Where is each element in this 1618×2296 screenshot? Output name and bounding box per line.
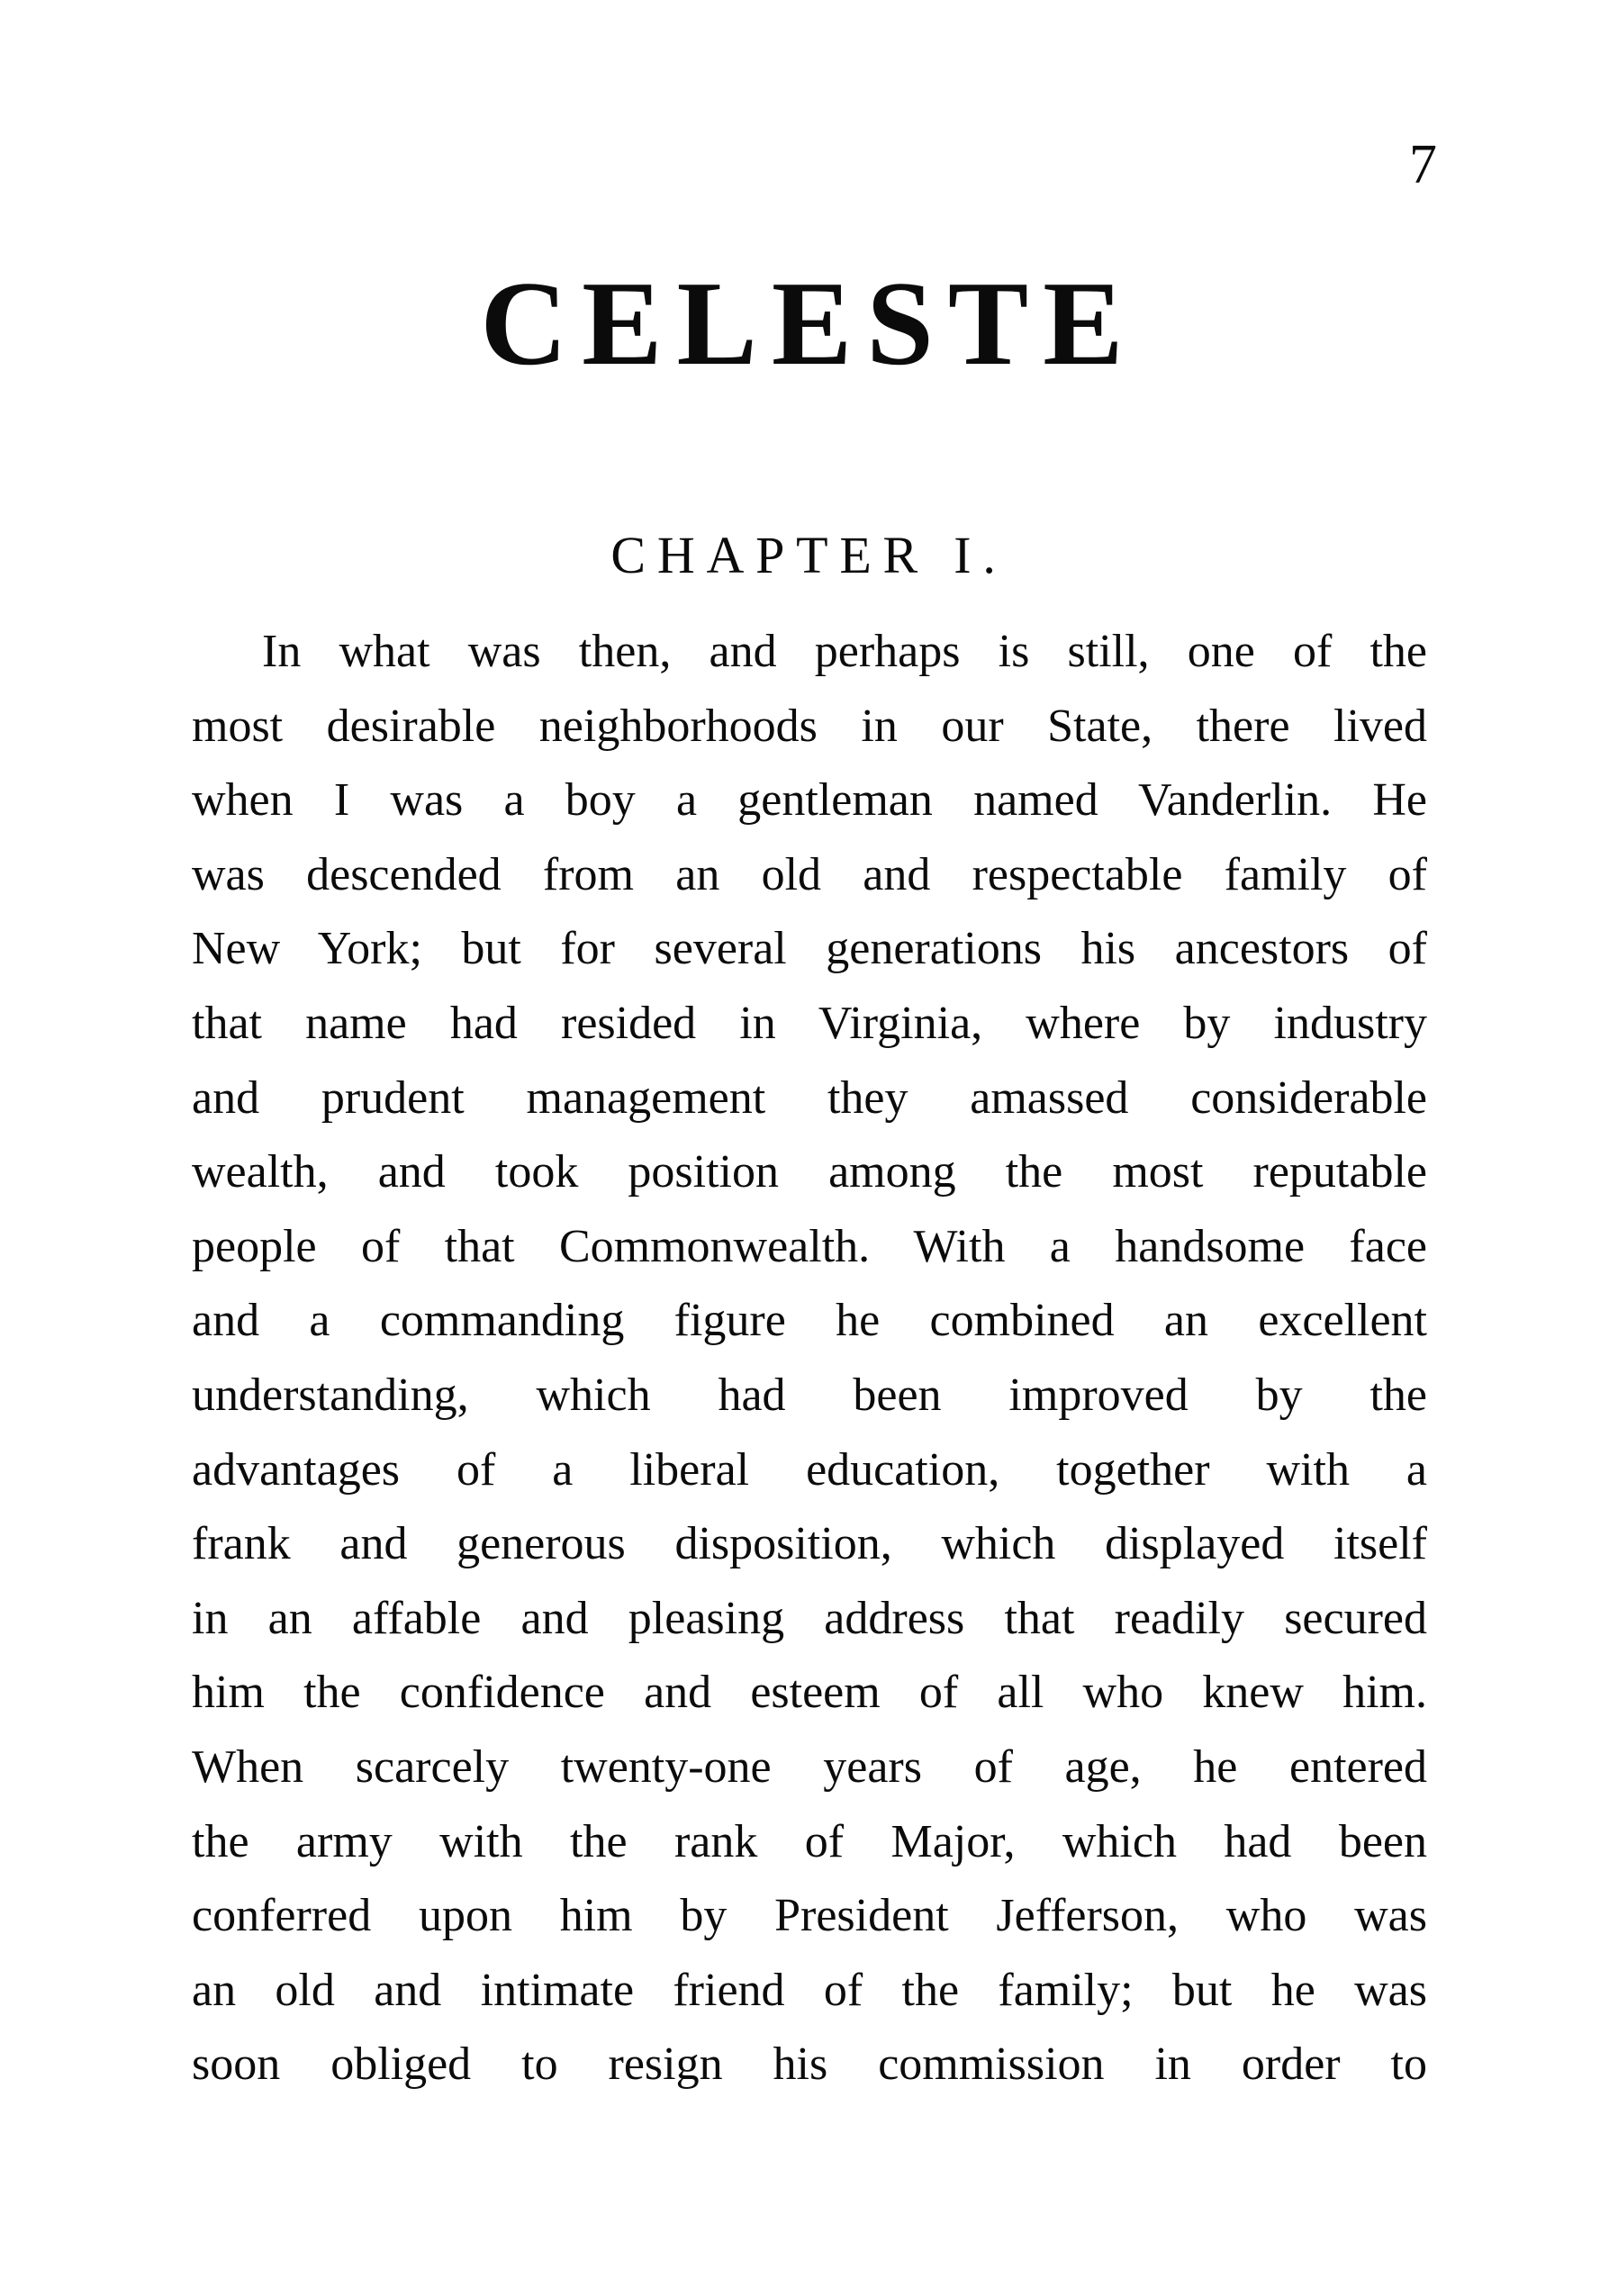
text-line: an old and intimate friend of the family; but he was	[192, 1964, 1427, 2016]
text-line: understanding, which had been improved by the	[192, 1369, 1427, 1421]
book-title: CELESTE	[480, 257, 1138, 390]
text-line: the army with the rank of Major, which had been	[192, 1815, 1427, 1867]
chapter-heading: CHAPTER I.	[610, 526, 1008, 584]
text-line: in an affable and pleasing address that readily secured	[192, 1592, 1427, 1644]
text-line: people of that Commonwealth. With a handsome face	[192, 1220, 1427, 1272]
text-line: him the confidence and esteem of all who knew him.	[192, 1667, 1427, 1719]
text-line: that name had resided in Virginia, where by industry	[192, 997, 1427, 1049]
text-line: advantages of a liberal education, together with a	[192, 1443, 1427, 1496]
body-text-block	[192, 615, 1427, 2102]
text-line: was descended from an old and respectable family of	[192, 848, 1427, 900]
text-line: soon obliged to resign his commission in order to	[192, 2038, 1427, 2091]
text-line: and a commanding figure he combined an excellent	[192, 1295, 1427, 1347]
text-line: wealth, and took position among the most reputable	[192, 1146, 1427, 1198]
text-line: When scarcely twenty-one years of age, he entered	[192, 1740, 1427, 1793]
text-line: when I was a boy a gentleman named Vanderlin. He	[192, 774, 1427, 827]
text-line: New York; but for several generations his ancestors of	[192, 923, 1427, 975]
text-line: and prudent management they amassed considerable	[192, 1071, 1427, 1124]
text-line: most desirable neighborhoods in our State, there lived	[192, 700, 1427, 752]
text-line: frank and generous disposition, which displayed itself	[192, 1518, 1427, 1570]
page-number: 7	[1409, 134, 1438, 195]
text-line: In what was then, and perhaps is still, one of the	[262, 626, 1427, 677]
text-line: conferred upon him by President Jefferson, who was	[192, 1890, 1427, 1942]
